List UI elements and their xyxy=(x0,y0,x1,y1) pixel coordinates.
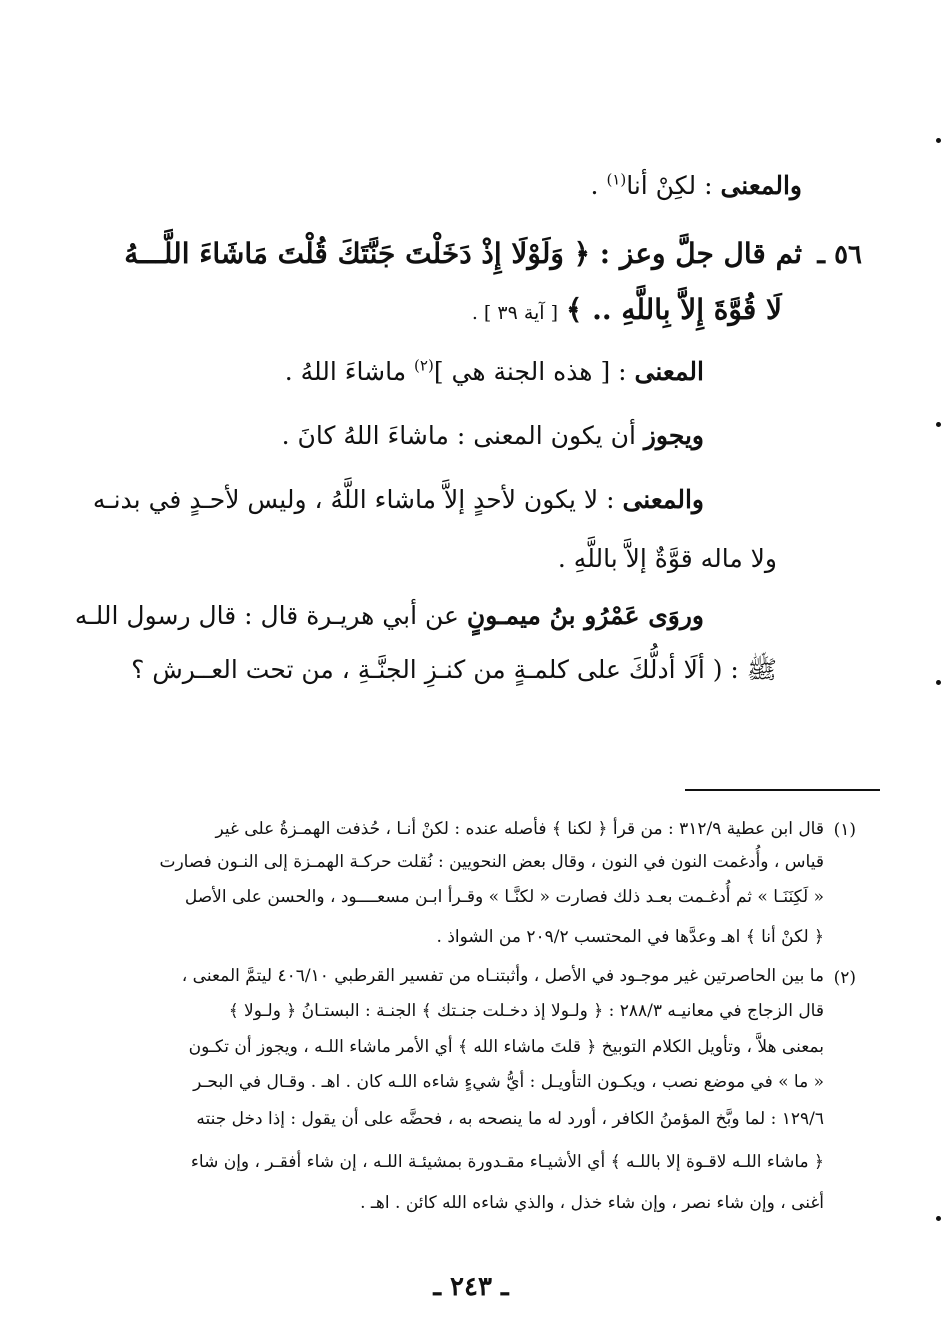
verse-number: ٥٦ ـ xyxy=(817,240,862,270)
verse-line-1: ثم قال جلَّ وعز : ﴿ وَلَوْلَا إِذْ دَخَلْتَ جَنَّتَكَ قُلْتَ مَاشَاءَ اللَّـــهُ xyxy=(124,237,802,270)
lead-word: ويجوز xyxy=(643,421,704,450)
main-text-line-4 xyxy=(110,420,704,453)
line-text: : [ هذه الجنة هي ] xyxy=(433,357,627,386)
line-end: . xyxy=(590,171,607,200)
footnote-number-1: (١) xyxy=(833,820,856,840)
line-text: ﷺ : ( ألَا أدلُّكَ على كلمـةٍ من كنـزِ الجنَّـةِ ، من تحت العــرش ؟ xyxy=(131,655,777,684)
scan-mark xyxy=(936,680,941,685)
footnote-2-line-2: قال الزجاج في معانيـه ٢٨٨/٣ : ﴿ ولـولا إذ دخـلت جنـتك ﴾ الجنـة : البستـانُ ﴿ ولـولا ﴾ xyxy=(228,1001,824,1021)
lead-word: والمعنى xyxy=(622,485,704,514)
line-text: ولا ماله قوَّةٌ إلاَّ باللَّهِ . xyxy=(557,544,777,573)
footnote-1-line-1: قال ابن عطية ٣١٢/٩ : من قرأ ﴿ لكنا ﴾ فأصله عنده : لكنْ أنـا ، حُذفت الهمـزةُ على غير xyxy=(215,819,824,839)
lead-word: وروَى عَمْرُو بنُ ميمـونٍ xyxy=(466,601,704,630)
footnote-ref-1[interactable]: (١) xyxy=(606,170,627,189)
footnote-2-line-3: بمعنى هلاَّ ، وتأويل الكلام التوبيخ ﴿ قلتَ ماشاء الله ﴾ أي الأمر ماشاء اللـه ، ويجوز أن تكـون xyxy=(188,1037,824,1057)
footnote-2-line-7: أغنى ، وإن شاء نصر ، وإن شاء خذل ، والذي شاءه الله كائن . اهـ . xyxy=(360,1193,824,1213)
main-text-line-6 xyxy=(110,543,777,576)
footnote-ref-2[interactable]: (٢) xyxy=(414,356,434,375)
footnote-number-2: (٢) xyxy=(833,968,856,988)
lead-word: والمعنى xyxy=(720,171,802,200)
footnote-2-line-5: ١٢٩/٦ : لما وبَّخ المؤمنُ الكافر ، أورد له ما ينصحه به ، فحضَّه على أن يقول : إذا دخل جنته xyxy=(196,1109,824,1129)
line-text: : لا يكون لأحدٍ إلاَّ ماشاء اللَّهُ ، وليس لأحـدٍ في بدنـه xyxy=(92,485,615,514)
main-text-line-7 xyxy=(74,600,704,633)
footnote-separator xyxy=(685,789,880,791)
page-number: ـ ٢٤٣ ـ xyxy=(433,1272,509,1302)
line-text: : لكِنْ أنا xyxy=(626,171,713,200)
verse-line-2 xyxy=(110,292,782,328)
line-text: عن أبي هريـرة قال : قال رسول اللـه xyxy=(74,601,459,630)
quran-text: لَا قُوَّةَ إِلاَّ بِاللَّهِ .. ﴾ xyxy=(565,293,782,326)
verse-reference: [ آية ٣٩ ] . xyxy=(471,302,559,324)
scan-mark xyxy=(936,1216,941,1221)
footnote-2-line-4: « ما » في موضع نصب ، ويكـون التأويـل : أيُّ شيءٍ شاءه اللـه كان . اهـ . وقـال في البحـر xyxy=(193,1072,824,1092)
footnote-2-line-6: ﴿ ماشاء اللـه لاقـوة إلا باللـه ﴾ أي الأشيـاء مقـدورة بمشيئـة اللـه ، إن شاء أفقـر ، وإن شاء xyxy=(190,1152,824,1172)
footnote-1-line-2: قياس ، وأُدغمت النون في النون ، وقال بعض النحويين : نُقلت حركـة الهمـزة إلى النـون فصارت xyxy=(159,852,824,872)
scan-mark xyxy=(936,138,941,143)
main-text-line-8 xyxy=(115,654,777,687)
main-text-line-5 xyxy=(92,484,704,517)
footnote-1-line-4: ﴿ لكنْ أنا ﴾ اهـ وعدَّها في المحتسب ٢٠٩/٢ من الشواذ . xyxy=(436,927,824,947)
footnote-1-line-3: « لَكِنَنَـا » ثم أُدغـمت بعـد ذلك فصارت « لكنَّـا » وقـرأ ابـن مسعــــود ، والحسن على الأصل xyxy=(184,887,824,907)
scan-mark xyxy=(936,422,941,427)
main-text-line-3 xyxy=(110,356,704,389)
footnote-2-line-1: ما بين الحاصرتين غير موجـود في الأصل ، وأثبتنـاه من تفسير القرطبي ٤٠٦/١٠ ليتمَّ المعنى ، xyxy=(181,966,824,986)
line-end: ماشاءَ اللهُ . xyxy=(284,357,415,386)
lead-word: المعنى xyxy=(634,357,704,386)
main-text-line-1 xyxy=(110,170,802,203)
line-text: أن يكون المعنى : ماشاءَ اللهُ كانَ . xyxy=(281,421,636,450)
